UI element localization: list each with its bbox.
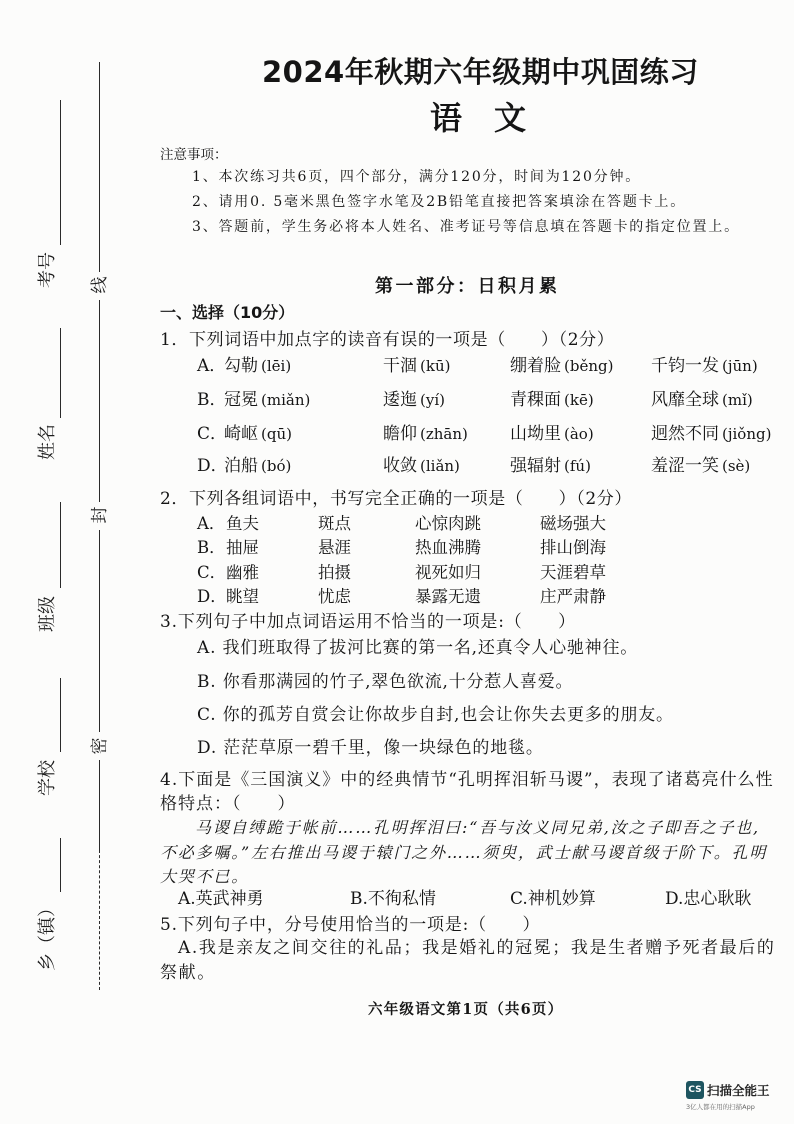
word: 山坳里 <box>510 424 561 444</box>
word-item: 鱼夫 <box>226 514 259 533</box>
q2-option-row-a <box>0 513 794 535</box>
page-footer: 六年级语文第1页（共6页） <box>368 1001 564 1018</box>
pinyin: (yí) <box>420 391 445 409</box>
q1-option-row-b <box>0 389 794 411</box>
option-a: A.英武神勇 <box>178 889 264 909</box>
option-c: C. 你的孤芳自赏会让你故步自封,也会让你失去更多的朋友。 <box>197 705 674 725</box>
word: 收敛 <box>383 456 417 476</box>
option-c: C.神机妙算 <box>510 889 596 909</box>
word-item <box>224 389 310 411</box>
watermark-brand: 扫描全能王 <box>707 1083 770 1098</box>
subject-title: 语 文 <box>430 99 527 137</box>
word: 勾勒 <box>224 356 258 376</box>
option-d: D. 茫茫草原一碧千里，像一块绿色的地毯。 <box>197 738 544 758</box>
word: 风靡全球 <box>651 390 719 410</box>
field-label-banji: 班级 <box>37 596 58 632</box>
option-label: A． <box>197 356 227 376</box>
notice-item: 1、本次练习共6页，四个部分，满分120分，时间为120分钟。 <box>192 169 642 185</box>
word-item <box>510 355 613 377</box>
option-b: B. 你看那满园的竹子,翠色欲流,十分惹人喜爱。 <box>197 672 574 692</box>
option-b: B.不徇私情 <box>350 889 436 909</box>
word-item <box>224 355 291 377</box>
seal-mark-mi: 密 <box>90 737 110 755</box>
field-label-kaohao: 考号 <box>37 252 58 288</box>
binding-line-segment <box>99 62 100 272</box>
word-item: 热血沸腾 <box>415 538 481 557</box>
word: 瞻仰 <box>383 424 417 444</box>
question-stem: 2．下列各组词语中，书写完全正确的一项是（ ）（2分） <box>160 489 632 509</box>
word-item: 悬涯 <box>318 538 351 557</box>
word-item: 磁场强大 <box>540 514 606 533</box>
option-a-line: 祭献。 <box>160 963 216 983</box>
word: 强辐射 <box>510 456 561 476</box>
pinyin: (sè) <box>722 457 751 475</box>
question-stem: 3.下列句子中加点词语运用不恰当的一项是:（ ） <box>160 612 576 632</box>
binding-line-dashed <box>99 850 100 990</box>
word-item <box>383 355 450 377</box>
pinyin: (jiǒng) <box>722 425 772 443</box>
word-item <box>383 455 460 477</box>
xuexiao-underline <box>60 678 61 752</box>
q1-option-row-d <box>0 455 794 477</box>
option-label: C． <box>197 424 228 444</box>
camscanner-logo-icon: CS <box>686 1081 704 1099</box>
word: 迥然不同 <box>651 424 719 444</box>
option-label: B． <box>197 390 227 410</box>
word-item: 视死如归 <box>415 563 481 582</box>
word: 逶迤 <box>383 390 417 410</box>
watermark-tagline: 3亿人都在用的扫描App <box>686 1103 755 1111</box>
word-item: 天涯碧草 <box>540 563 606 582</box>
pinyin: (qū) <box>261 425 292 443</box>
passage-line: 大哭不已。 <box>160 867 250 886</box>
field-label-xuexiao: 学校 <box>37 760 58 796</box>
word: 千钧一发 <box>651 356 719 376</box>
pinyin: (miǎn) <box>261 391 311 409</box>
option-label: A． <box>197 514 226 533</box>
xiangzhen-underline <box>60 838 61 892</box>
pinyin: (lēi) <box>261 357 292 375</box>
word-item: 暴露无遗 <box>415 587 481 606</box>
question-stem-line: 4.下面是《三国演义》中的经典情节“孔明挥泪斩马谡”，表现了诸葛亮什么性 <box>160 770 774 790</box>
word: 干涸 <box>383 356 417 376</box>
word: 崎岖 <box>224 424 258 444</box>
word-item: 忧虑 <box>318 587 351 606</box>
option-label: D． <box>197 587 227 606</box>
word-item: 排山倒海 <box>540 538 606 557</box>
pinyin: (jūn) <box>722 357 758 375</box>
field-label-xiangzhen: 乡（镇） <box>37 899 58 971</box>
binding-line-segment <box>99 530 100 732</box>
word: 青稞面 <box>510 390 561 410</box>
word-item <box>510 389 594 411</box>
q2-option-row-d <box>0 586 794 608</box>
pinyin: (běng) <box>564 357 614 375</box>
word: 冠冕 <box>224 390 258 410</box>
question-stem-line: 格特点：（ ） <box>160 794 296 814</box>
word-item <box>651 455 750 477</box>
word: 绷着脸 <box>510 356 561 376</box>
word: 泊船 <box>224 456 258 476</box>
q2-option-row-c <box>0 562 794 584</box>
passage-line: 马谡自缚跪于帐前……孔明挥泪曰:“吾与汝义同兄弟,汝之子即吾之子也, <box>195 818 760 837</box>
word-item <box>651 355 758 377</box>
word-item <box>383 423 468 445</box>
pinyin: (fú) <box>564 457 591 475</box>
passage-line: 不必多嘱。”左右推出马谡于辕门之外……须臾，武士献马谡首级于阶下。孔明 <box>160 843 768 862</box>
seal-mark-feng: 封 <box>90 506 110 524</box>
notice-item: 3、答题前，学生务必将本人姓名、准考证号等信息填在答题卡的指定位置上。 <box>192 219 740 235</box>
pinyin: (ào) <box>564 425 594 443</box>
notice-item: 2、请用0. 5毫米黑色签字水笔及2B铅笔直接把答案填涂在答题卡上。 <box>192 194 687 210</box>
question-stem: 5.下列句子中，分号使用恰当的一项是:（ ） <box>160 915 541 935</box>
kaohao-underline <box>60 100 61 245</box>
option-label: B． <box>197 538 226 557</box>
exam-title: 2024年秋期六年级期中巩固练习 <box>262 55 699 89</box>
option-d: D.忠心耿耿 <box>665 889 752 909</box>
word-item: 斑点 <box>318 514 351 533</box>
word-item <box>510 423 594 445</box>
pinyin: (kū) <box>420 357 451 375</box>
word-item <box>224 423 292 445</box>
pinyin: (mǐ) <box>722 391 753 409</box>
word-item <box>510 455 591 477</box>
word-item: 庄严肃静 <box>540 587 606 606</box>
question-stem: 1．下列词语中加点字的读音有误的一项是（ ）（2分） <box>160 330 615 350</box>
part-title: 第一部分：日积月累 <box>375 276 560 297</box>
pinyin: (zhān) <box>420 425 468 443</box>
q2-option-row-b <box>0 537 794 559</box>
word-item: 幽雅 <box>226 563 259 582</box>
word-item <box>383 389 445 411</box>
pinyin: (liǎn) <box>420 457 460 475</box>
option-label: C． <box>197 563 227 582</box>
q1-option-row-a <box>0 355 794 377</box>
word-item: 拍摄 <box>318 563 351 582</box>
option-label: D． <box>197 456 228 476</box>
seal-mark-xian: 线 <box>90 276 110 294</box>
binding-line-segment <box>99 760 100 850</box>
q1-option-row-c <box>0 423 794 445</box>
field-label-xingming: 姓名 <box>37 424 58 460</box>
word-item <box>224 455 291 477</box>
pinyin: (kē) <box>564 391 594 409</box>
word-item: 抽屉 <box>226 538 259 557</box>
notice-heading: 注意事项： <box>160 147 228 163</box>
section-heading: 一、选择（10分） <box>160 303 295 322</box>
word-item <box>651 389 753 411</box>
word-item <box>651 423 771 445</box>
pinyin: (bó) <box>261 457 292 475</box>
word-item: 眺望 <box>226 587 259 606</box>
option-a: A. 我们班取得了拔河比赛的第一名,还真令人心驰神往。 <box>197 638 639 658</box>
option-a-line: A.我是亲友之间交往的礼品；我是婚礼的冠冕；我是生者赠予死者最后的 <box>178 938 776 958</box>
word: 羞涩一笑 <box>651 456 719 476</box>
word-item: 心惊肉跳 <box>415 514 481 533</box>
